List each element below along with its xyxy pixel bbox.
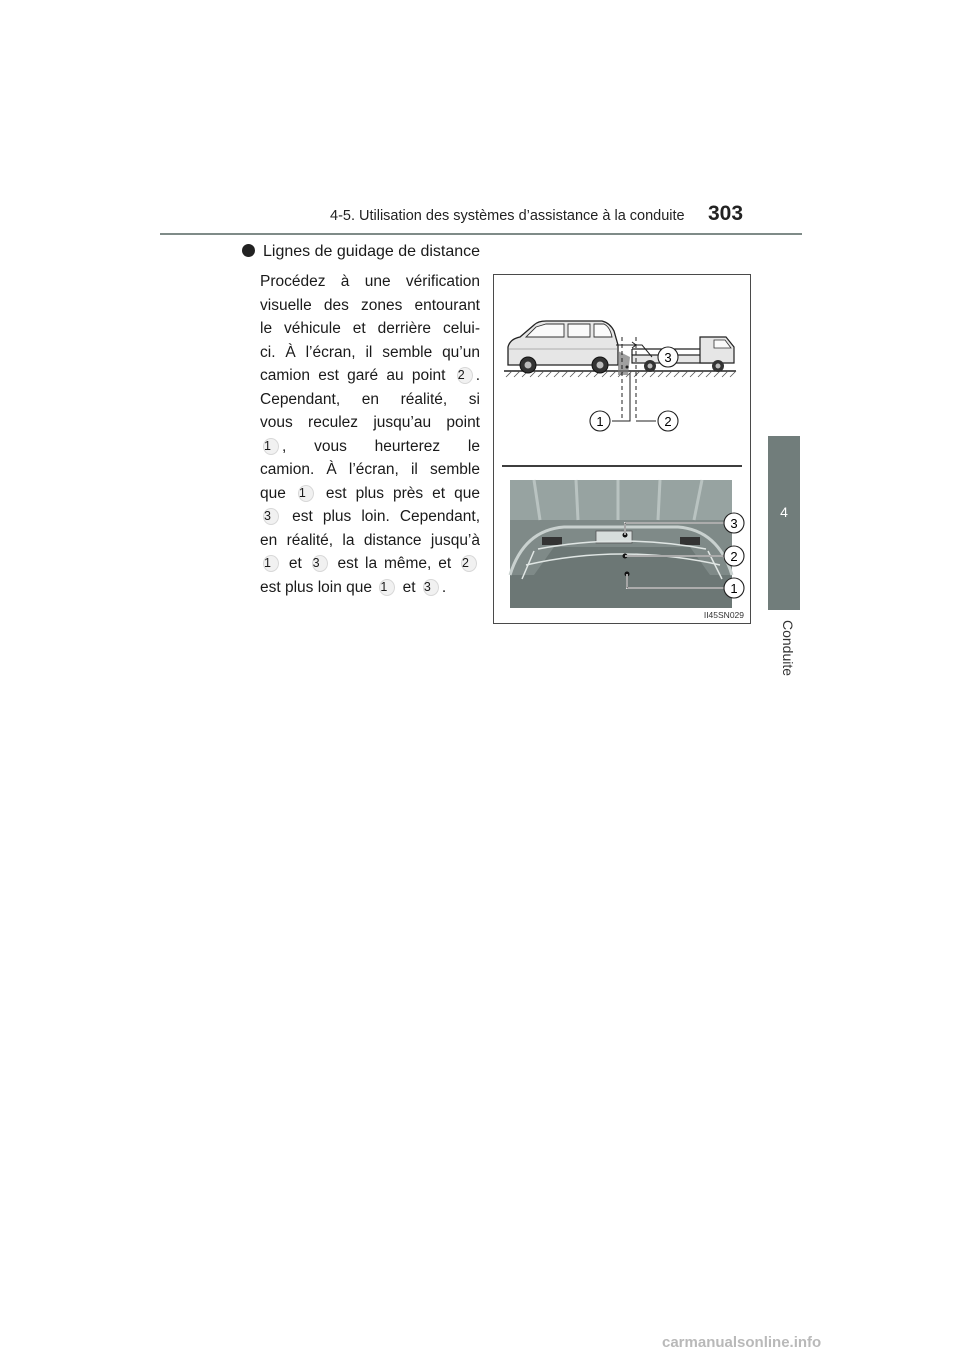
body-text-run: en réalité, la distance jusqu’à xyxy=(260,531,480,549)
section-heading xyxy=(242,243,480,261)
callout-top-3: 3 xyxy=(664,350,672,365)
callout-number-inline: 1 xyxy=(298,485,314,502)
body-text-run: visuelle des zones entourant xyxy=(260,296,480,314)
body-line xyxy=(260,317,480,341)
side-tab-number: 4 xyxy=(780,504,788,520)
callout-number-inline: 2 xyxy=(457,367,473,384)
body-text-run: Cependant, en réalité, si xyxy=(260,390,480,408)
callout-top-2: 2 xyxy=(664,414,672,429)
body-line xyxy=(260,529,480,553)
callout-number-inline: 2 xyxy=(461,555,477,572)
body-line xyxy=(260,388,480,412)
bullet-icon xyxy=(242,244,255,257)
body-line xyxy=(260,435,480,459)
body-text-run: vous reculez jusqu’au point xyxy=(260,414,480,431)
body-text-run: et xyxy=(398,578,420,596)
camera-view-illustration xyxy=(510,480,732,608)
side-view-illustration xyxy=(504,321,736,421)
body-text-run: que xyxy=(260,484,295,502)
callout-number-inline: 3 xyxy=(312,555,328,572)
body-text-run: , vous heurterez le xyxy=(282,437,480,455)
body-text-run: et xyxy=(282,555,309,572)
car-icon xyxy=(508,321,618,373)
side-tab-label: Conduite xyxy=(780,620,796,677)
body-text-run: Procédez à une vérification xyxy=(260,273,480,290)
header-title: 4-5. Utilisation des systèmes d’assistance à la conduite xyxy=(330,208,685,224)
body-text-run: camion est garé au point xyxy=(260,367,454,384)
callout-number-inline: 3 xyxy=(423,579,439,596)
body-text-run: est la même, et xyxy=(330,555,458,572)
callout-bottom-1: 1 xyxy=(730,581,738,596)
distance-guide-figure xyxy=(493,274,751,624)
body-line xyxy=(260,482,480,506)
callout-bottom-3: 3 xyxy=(730,516,738,531)
callout-number-inline: 1 xyxy=(263,438,279,455)
body-text-run: est plus loin que xyxy=(260,578,377,596)
section-heading-text: Lignes de guidage de distance xyxy=(263,243,481,260)
body-line xyxy=(260,270,480,294)
body-line xyxy=(260,505,480,529)
body-text-run: ci. À l’écran, il semble qu’un xyxy=(260,343,480,361)
figure-illustration xyxy=(494,275,750,623)
callout-number-inline: 3 xyxy=(263,508,279,525)
watermark: carmanualsonline.info xyxy=(662,1334,822,1351)
header-rule xyxy=(160,233,802,235)
callout-number-inline: 1 xyxy=(263,555,279,572)
section-body xyxy=(260,270,480,599)
body-line xyxy=(260,576,480,600)
body-line xyxy=(260,552,480,576)
truck-icon xyxy=(632,337,734,372)
body-line xyxy=(260,364,480,388)
callout-top-1: 1 xyxy=(596,414,604,429)
body-text-run: est plus près et que xyxy=(316,484,480,502)
body-line xyxy=(260,458,480,482)
side-tab xyxy=(768,436,800,610)
body-text-run: le véhicule et derrière celui- xyxy=(260,320,480,337)
body-line xyxy=(260,294,480,318)
body-text-run: est plus loin. Cependant, xyxy=(282,508,480,525)
callout-bottom-2: 2 xyxy=(730,549,738,564)
body-text-run: camion. À l’écran, il semble xyxy=(260,461,480,478)
figure-code: II45SN029 xyxy=(703,610,744,620)
callout-number-inline: 1 xyxy=(379,579,395,596)
body-text-run: . xyxy=(475,367,480,384)
body-line xyxy=(260,341,480,365)
body-line xyxy=(260,411,480,435)
page-number: 303 xyxy=(708,202,744,225)
body-text-run: . xyxy=(441,578,447,596)
